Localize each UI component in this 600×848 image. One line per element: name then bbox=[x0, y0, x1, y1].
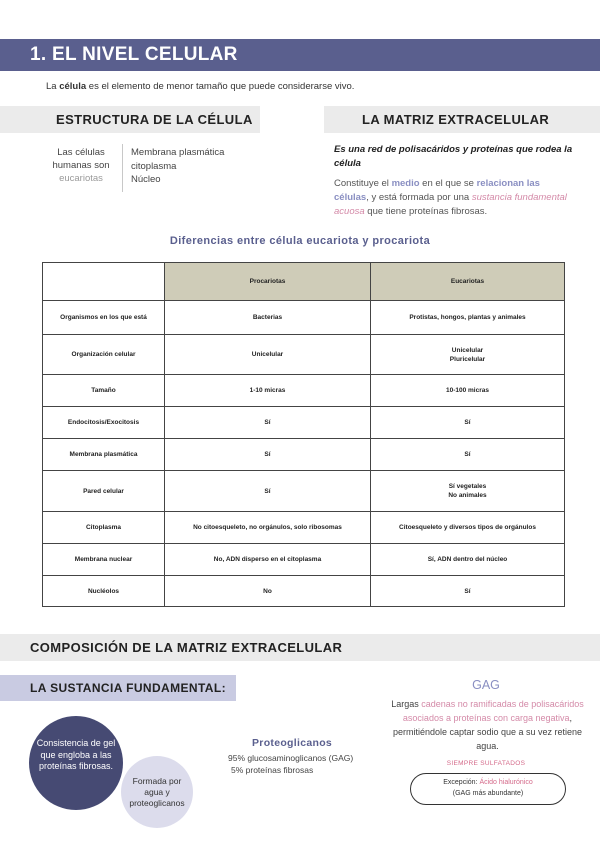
desc-text: , y está formada por una bbox=[366, 192, 472, 203]
table-cell: No citoesqueleto, no orgánulos, solo ribosomas bbox=[165, 512, 371, 544]
table-cell: 10-100 micras bbox=[371, 375, 565, 407]
column-header: Procariotas bbox=[165, 263, 371, 301]
exception-value: Ácido hialurónico bbox=[479, 779, 533, 786]
table-cell: No bbox=[165, 576, 371, 607]
cell-line-1: Las células bbox=[57, 147, 105, 158]
matrix-title: LA MATRIZ EXTRACELULAR bbox=[362, 112, 550, 127]
intro-after: es el elemento de menor tamaño que puede considerarse vivo. bbox=[86, 81, 355, 92]
cell-parts-list bbox=[131, 146, 224, 187]
cell-line: Sí vegetales bbox=[448, 483, 487, 490]
row-label: Organismos en los que está bbox=[43, 301, 165, 335]
table-cell bbox=[371, 335, 565, 375]
column-header: Eucariotas bbox=[371, 263, 565, 301]
gag-cadenas: cadenas no ramificadas de polisacáridos asociados a proteínas con carga negativa bbox=[402, 699, 584, 723]
cell-types-text bbox=[46, 146, 116, 185]
structure-band bbox=[0, 106, 260, 133]
row-label: Nucléolos bbox=[43, 576, 165, 607]
substance-band bbox=[0, 675, 236, 701]
row-label: Pared celular bbox=[43, 471, 165, 512]
desc-sustancia: sustancia fundamental acuosa bbox=[334, 192, 567, 217]
cell-line: Unicelular bbox=[451, 346, 484, 354]
table-cell: Sí bbox=[165, 407, 371, 439]
row-label: Membrana nuclear bbox=[43, 544, 165, 576]
intro-bold: célula bbox=[59, 81, 87, 92]
table-row bbox=[43, 375, 565, 407]
matrix-band bbox=[324, 106, 600, 133]
desc-text: que tiene proteínas fibrosas. bbox=[364, 206, 488, 217]
table-row bbox=[43, 439, 565, 471]
desc-text: en el que se bbox=[419, 178, 477, 189]
desc-medio: medio bbox=[391, 178, 420, 189]
row-label: Organización celular bbox=[43, 335, 165, 375]
proteo-line: 5% proteínas fibrosas bbox=[231, 764, 314, 775]
title-bar bbox=[0, 39, 600, 71]
sulfated-note: SIEMPRE SULFATADOS bbox=[446, 760, 526, 767]
divider bbox=[122, 144, 123, 192]
matrix-description bbox=[334, 177, 574, 219]
table-row bbox=[43, 512, 565, 544]
table-cell: Sí bbox=[371, 407, 565, 439]
cell-line: Pluricelular bbox=[449, 355, 486, 363]
substance-title: LA SUSTANCIA FUNDAMENTAL: bbox=[30, 681, 226, 695]
proteoglycans-list bbox=[228, 753, 353, 776]
table-cell bbox=[371, 471, 565, 512]
table-row bbox=[43, 335, 565, 375]
table-corner bbox=[43, 263, 165, 301]
proteo-line: 95% glucosaminoglicanos (GAG) bbox=[228, 753, 354, 763]
table-cell: Citoesqueleto y diversos tipos de orgánulos bbox=[371, 512, 565, 544]
gel-circle-text: Consistencia de gel que engloba a las proteínas fibrosas. bbox=[36, 738, 116, 771]
row-label: Endocitosis/Exocitosis bbox=[43, 407, 165, 439]
structure-title: ESTRUCTURA DE LA CÉLULA bbox=[56, 112, 253, 127]
exception-text bbox=[410, 777, 566, 799]
table-cell: Sí bbox=[165, 471, 371, 512]
table-cell: Sí, ADN dentro del núcleo bbox=[371, 544, 565, 576]
table-header-row bbox=[43, 263, 565, 301]
table-cell: Unicelular bbox=[165, 335, 371, 375]
table-cell: 1-10 micras bbox=[165, 375, 371, 407]
comparison-table bbox=[42, 262, 565, 607]
gag-text: , permitiéndole captar sodio que a su vez retiene agua. bbox=[392, 713, 583, 751]
cell-line-3: eucariotas bbox=[59, 173, 103, 184]
cell-part-item: Membrana plasmática bbox=[131, 147, 225, 158]
desc-text: Constituye el bbox=[334, 178, 392, 189]
table-cell: Protistas, hongos, plantas y animales bbox=[371, 301, 565, 335]
row-label: Tamaño bbox=[43, 375, 165, 407]
composition-title: COMPOSICIÓN DE LA MATRIZ EXTRACELULAR bbox=[30, 640, 343, 655]
page-title: 1. EL NIVEL CELULAR bbox=[30, 44, 238, 65]
composition-circle-text: Formada por agua y proteoglicanos bbox=[129, 776, 185, 808]
table-row bbox=[43, 544, 565, 576]
cell-line: No animales bbox=[448, 492, 487, 499]
intro-text bbox=[46, 81, 354, 92]
table-row bbox=[43, 301, 565, 335]
cell-line-2: humanas son bbox=[52, 160, 110, 171]
proteoglycans-title: Proteoglicanos bbox=[252, 737, 333, 749]
gag-text: Largas bbox=[391, 699, 422, 709]
cell-part-item: Núcleo bbox=[131, 174, 161, 185]
table-cell: Sí bbox=[371, 439, 565, 471]
gag-title: GAG bbox=[472, 678, 500, 692]
exception-label: Excepción: bbox=[443, 779, 480, 786]
table-row bbox=[43, 471, 565, 512]
table-row bbox=[43, 576, 565, 607]
gag-description bbox=[390, 697, 585, 753]
table-cell: Sí bbox=[165, 439, 371, 471]
cell-part-item: citoplasma bbox=[131, 160, 177, 172]
desc-relacionan: relacionan las células bbox=[334, 178, 540, 203]
intro-before: La bbox=[46, 81, 60, 92]
table-cell: Sí bbox=[371, 576, 565, 607]
row-label: Membrana plasmática bbox=[43, 439, 165, 471]
matrix-definition: Es una red de polisacáridos y proteínas que rodea la célula bbox=[334, 144, 573, 169]
composition-band bbox=[0, 634, 600, 661]
comparison-title: Diferencias entre célula eucariota y procariota bbox=[169, 235, 431, 247]
table-cell: No, ADN disperso en el citoplasma bbox=[165, 544, 371, 576]
row-label: Citoplasma bbox=[43, 512, 165, 544]
table-row bbox=[43, 407, 565, 439]
exception-note: (GAG más abundante) bbox=[452, 790, 524, 797]
table-cell: Bacterias bbox=[165, 301, 371, 335]
